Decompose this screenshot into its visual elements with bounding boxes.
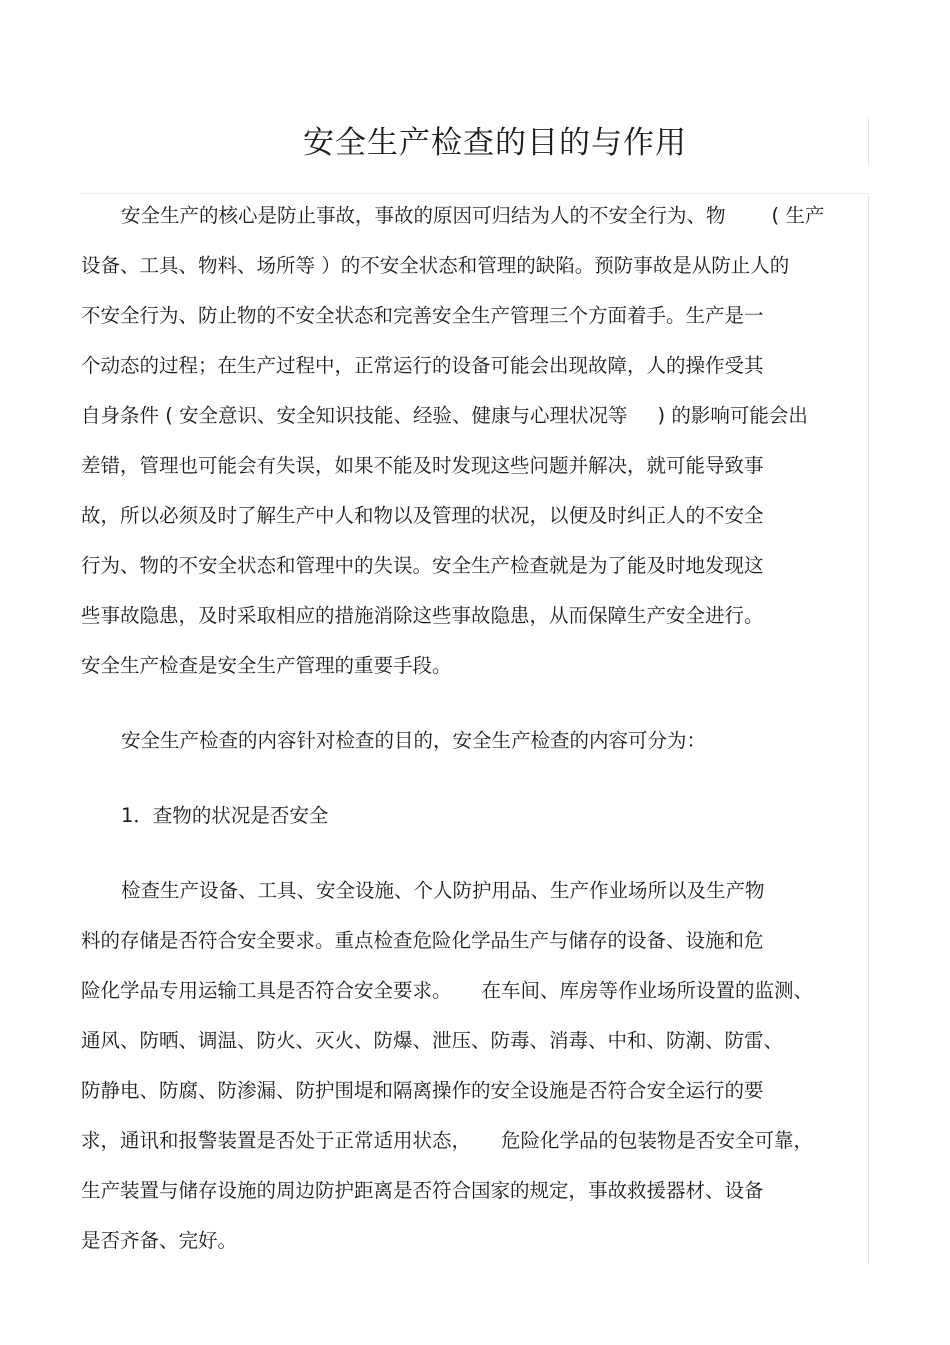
paragraph-1-line-2: 设备、工具、物料、场所等 ）的不安全状态和管理的缺陷。预防事故是从防止人的 <box>81 254 790 277</box>
paragraph-1-line-5: 自身条件 ( 安全意识、安全知识技能、经验、健康与心理状况等 ) 的影响可能会出 <box>81 404 808 427</box>
document-title: 安全生产检查的目的与作用 <box>303 125 687 161</box>
right-margin-rule-body <box>868 196 869 1264</box>
paragraph-1-line-7: 故，所以必须及时了解生产中人和物以及管理的状况，以便及时纠正人的不安全 <box>81 504 764 527</box>
header-divider <box>80 193 869 194</box>
paragraph-3-line-5: 防静电、防腐、防渗漏、防护围堤和隔离操作的安全设施是否符合安全运行的要 <box>81 1079 764 1102</box>
paragraph-1-line-4: 个动态的过程；在生产过程中，正常运行的设备可能会出现故障，人的操作受其 <box>81 354 764 377</box>
paragraph-2: 安全生产检查的内容针对检查的目的，安全生产检查的内容可分为： <box>121 729 707 752</box>
paragraph-3-line-6: 求，通讯和报警装置是否处于正常适用状态， 危险化学品的包装物是否安全可靠， <box>81 1129 814 1152</box>
paragraph-3-line-1: 检查生产设备、工具、安全设施、个人防护用品、生产作业场所以及生产物 <box>121 879 765 902</box>
paragraph-1-line-1: 安全生产的核心是防止事故，事故的原因可归结为人的不安全行为、物 ( 生产 <box>121 204 825 227</box>
paragraph-3-line-4: 通风、防晒、调温、防火、灭火、防爆、泄压、防毒、消毒、中和、防潮、防雷、 <box>81 1029 784 1052</box>
paragraph-1-line-6: 差错，管理也可能会有失误，如果不能及时发现这些问题并解决，就可能导致事 <box>81 454 764 477</box>
paragraph-1-line-9: 些事故隐患，及时采取相应的措施消除这些事故隐患，从而保障生产安全进行。 <box>81 604 764 627</box>
paragraph-1-line-8: 行为、物的不安全状态和管理中的失误。安全生产检查就是为了能及时地发现这 <box>81 554 764 577</box>
paragraph-3-line-7: 生产装置与储存设施的周边防护距离是否符合国家的规定，事故救援器材、设备 <box>81 1179 764 1202</box>
paragraph-3-line-2: 料的存储是否符合安全要求。重点检查危险化学品生产与储存的设备、设施和危 <box>81 929 764 952</box>
paragraph-1-line-3: 不安全行为、防止物的不安全状态和完善安全生产管理三个方面着手。生产是一 <box>81 304 764 327</box>
item-1-heading: 1．查物的状况是否安全 <box>121 804 329 827</box>
paragraph-3-line-3: 险化学品专用运输工具是否符合安全要求。 在车间、库房等作业场所设置的监测、 <box>81 979 814 1002</box>
paragraph-1-line-10: 安全生产检查是安全生产管理的重要手段。 <box>81 654 452 677</box>
paragraph-3-line-8: 是否齐备、完好。 <box>81 1229 238 1252</box>
